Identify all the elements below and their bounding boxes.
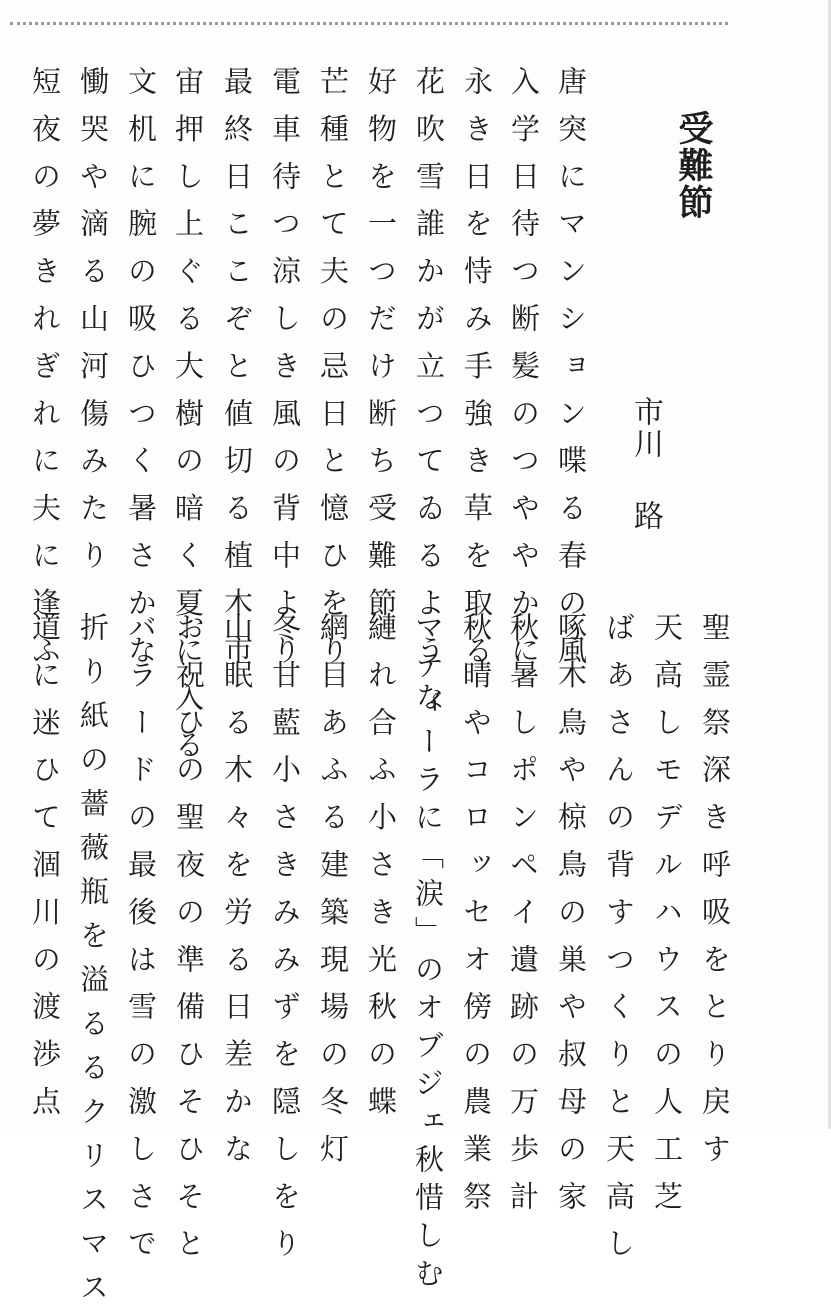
haiku-line: 好物を一つだけ断ち受難節 xyxy=(364,66,398,635)
haiku-line: 入学日待つ断髪のつややかに xyxy=(507,66,541,683)
haiku-line: 秋暑しポンペイ遺跡の万歩計 xyxy=(506,612,540,1229)
haiku-line: 折り紙の薔薇瓶を溢るるクリスマス xyxy=(76,612,110,1316)
haiku-line: 聖霊祭深き呼吸をとり戻す xyxy=(698,612,732,1181)
poem-title: 受難節 xyxy=(673,110,714,221)
haiku-line: 山眠る木々を労る日差かな xyxy=(220,612,254,1181)
haiku-line: 天高しモデルハウスの人工芝 xyxy=(650,612,684,1229)
haiku-line: 花吹雪誰かが立つてゐるような xyxy=(412,66,446,730)
top-dotted-rule xyxy=(10,22,728,25)
haiku-line: 宙押し上ぐる大樹の暗く夏に入る xyxy=(171,66,205,777)
haiku-line: 最終日ここぞと値切る植木市 xyxy=(220,66,254,683)
author-surname: 市川 xyxy=(628,396,663,460)
author-given-name: 路 xyxy=(628,500,663,530)
haiku-line: 短夜の夢きれぎれに夫に逢ふ xyxy=(28,66,62,683)
haiku-line: 啄木鳥や椋鳥の巣や叔母の家 xyxy=(554,612,588,1229)
haiku-line: 文机に腕の吸ひつく暑さかな xyxy=(124,66,158,683)
haiku-line: お祝ひの聖夜の準備ひそひそと xyxy=(172,612,206,1276)
haiku-line: マティーラに「涙」のオブジェ秋惜しむ xyxy=(411,612,445,1296)
haiku-line: 秋晴やコロッセオ傍の農業祭 xyxy=(459,612,493,1229)
haiku-line: ばあさんの背すつくりと天高し xyxy=(602,612,636,1276)
haiku-line: 冬甘藍小さきみみずを隠しをり xyxy=(268,612,302,1276)
haiku-line: 慟哭や滴る山河傷みたり xyxy=(76,66,110,588)
haiku-line: バラードの最後は雪の激しさで xyxy=(124,612,158,1276)
haiku-line: 電車待つ涼しき風の背中より xyxy=(268,66,302,683)
haiku-line: 網目あふる建築現場の冬灯 xyxy=(316,612,350,1181)
haiku-line: 縺れ合ふ小さき光秋の蝶 xyxy=(364,612,398,1134)
haiku-line: 芒種とて夫の忌日と憶ひをり xyxy=(316,66,350,683)
haiku-line: 唐突にマンション喋る春の風 xyxy=(554,66,588,683)
haiku-line: 道に迷ひて涸川の渡渉点 xyxy=(28,612,62,1134)
haiku-line: 永き日を恃み手強き草を取る xyxy=(460,66,494,683)
